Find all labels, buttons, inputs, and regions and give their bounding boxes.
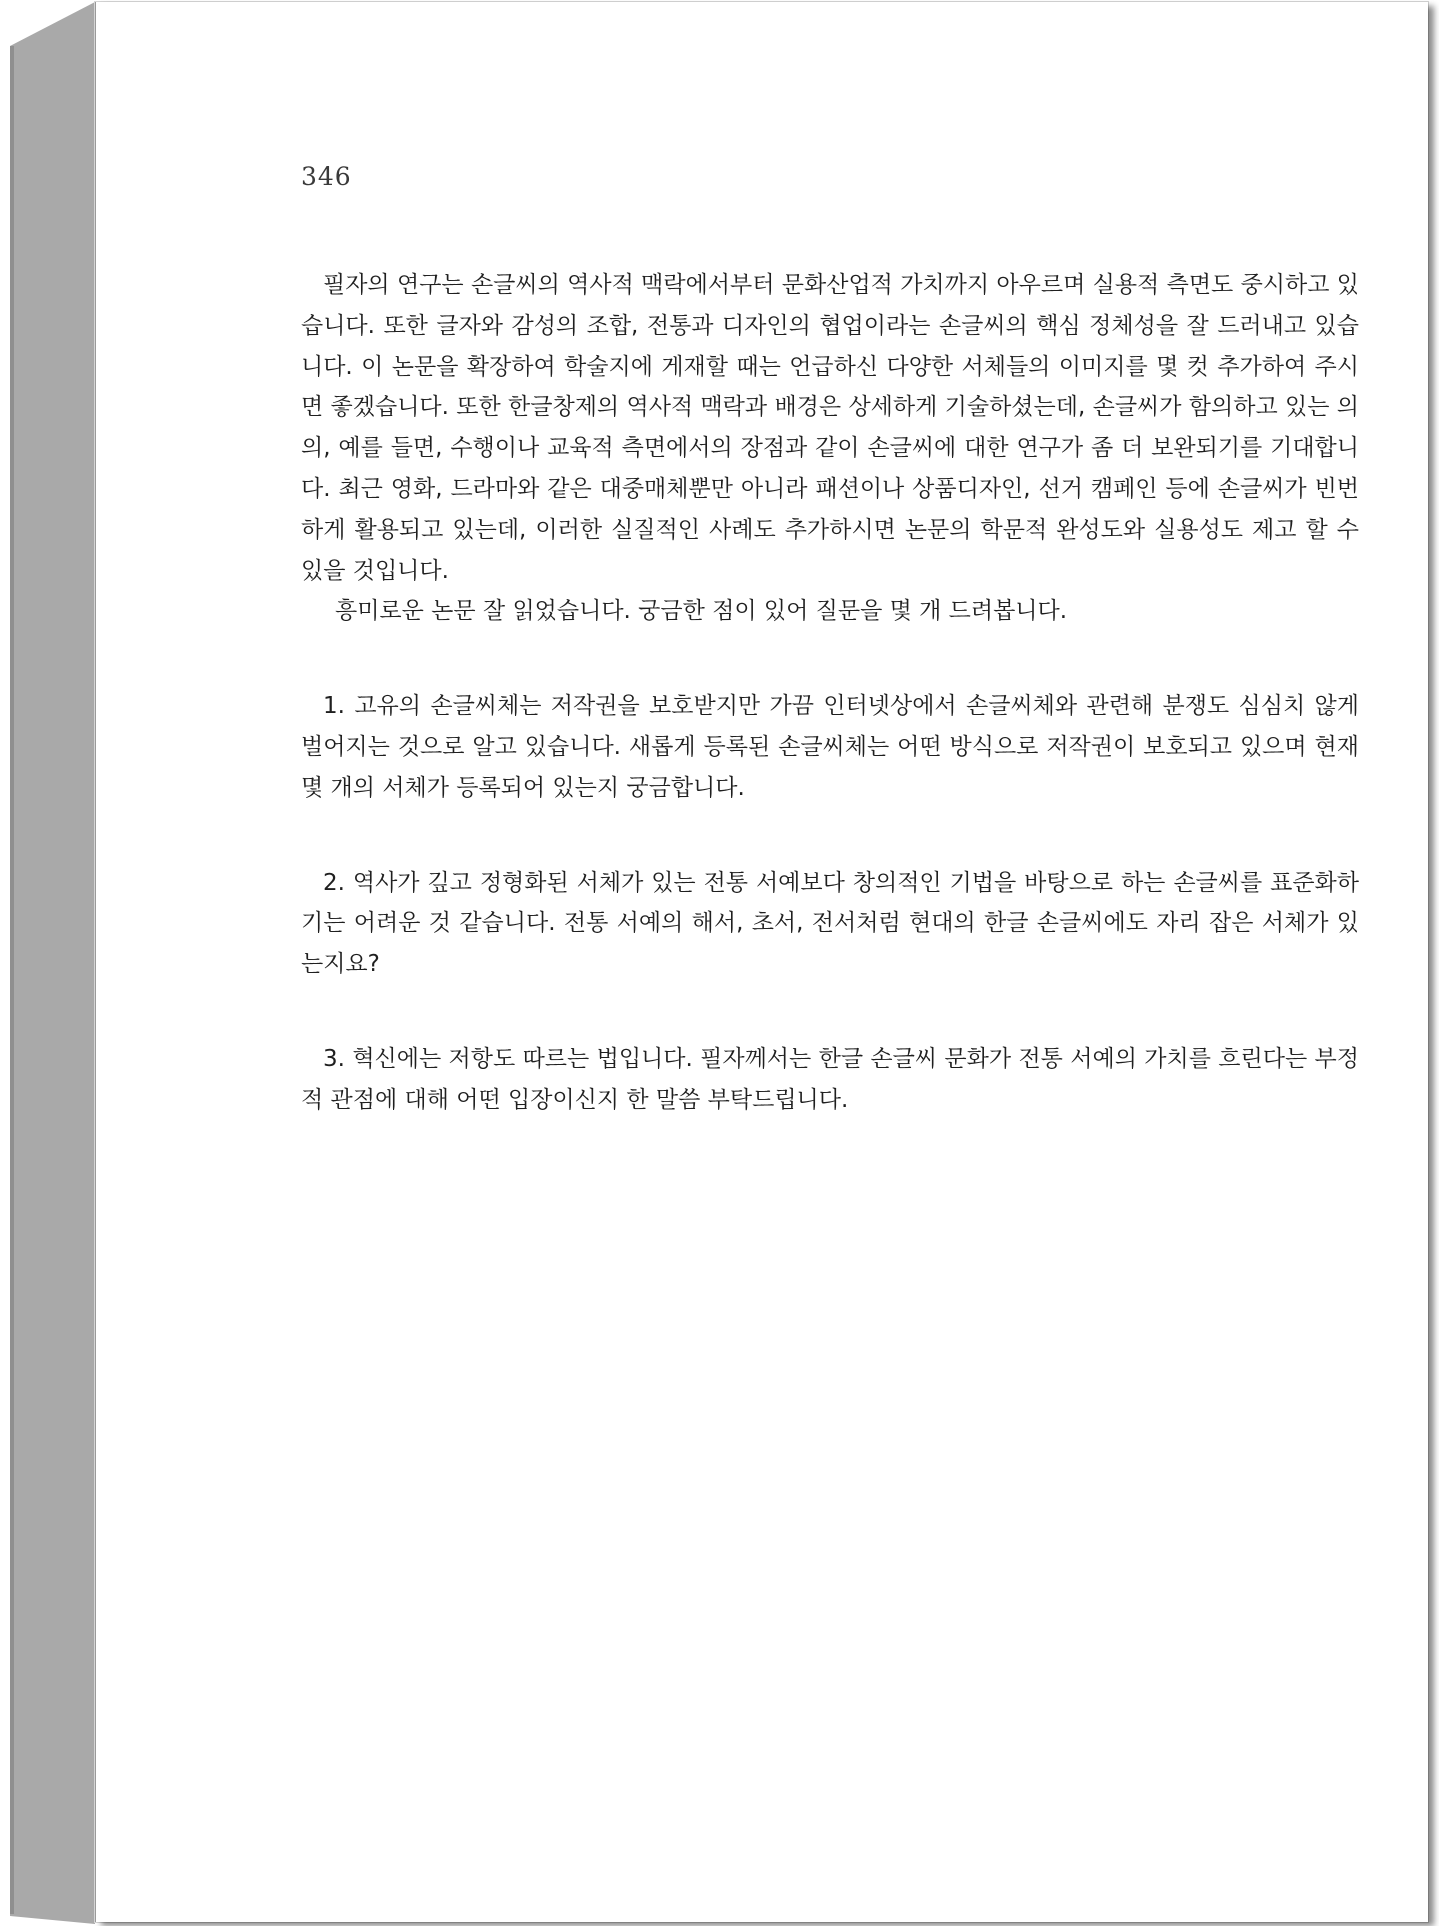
spacer: [301, 985, 1359, 1039]
question-2: 2. 역사가 깊고 정형화된 서체가 있는 전통 서예보다 창의적인 기법을 바탕으로 하는 손글씨를 표준화하기는 어려운 것 같습니다. 전통 서예의 해서, 초서, 전서처럼 현대의 한글 손글씨에도 자리 잡은 서체가 있는지요?: [301, 869, 1359, 978]
spacer: [301, 632, 1359, 686]
page-number: 346: [301, 162, 352, 191]
spacer: [301, 809, 1359, 863]
page-body: [301, 265, 1359, 1121]
paragraph-review-comments: 필자의 연구는 손글씨의 역사적 맥락에서부터 문화산업적 가치까지 아우르며 실용적 측면도 중시하고 있습니다. 또한 글자와 감성의 조합, 전통과 디자인의 협업이라는 손글씨의 핵심 정체성을 잘 드러내고 있습니다. 이 논문을 확장하여 학술지에 게재할 때는 언급하신 다양한 서체들의 이미지를 몇 컷 추가하여 주시면 좋겠습니다. 또한 한글창제의 역사적 맥락과 배경은 상세하게 기술하셨는데, 손글씨가 함의하고 있는 의의, 예를 들면, 수행이나 교육적 측면에서의 장점과 같이 손글씨에 대한 연구가 좀 더 보완되기를 기대합니다. 최근 영화, 드라마와 같은 대중매체뿐만 아니라 패션이나 상품디자인, 선거 캠페인 등에 손글씨가 빈번하게 활용되고 있는데, 이러한 실질적인 사례도 추가하시면 논문의 학문적 완성도와 실용성도 제고 할 수 있을 것입니다.: [301, 272, 1359, 584]
page: [95, 2, 1428, 1922]
question-1: 1. 고유의 손글씨체는 저작권을 보호받지만 가끔 인터넷상에서 손글씨체와 관련해 분쟁도 심심치 않게 벌어지는 것으로 알고 있습니다. 새롭게 등록된 손글씨체는 어떤 방식으로 저작권이 보호되고 있으며 현재 몇 개의 서체가 등록되어 있는지 궁금합니다.: [301, 693, 1359, 801]
paragraph-question-intro: 흥미로운 논문 잘 읽었습니다. 궁금한 점이 있어 질문을 몇 개 드려봅니다.: [335, 598, 1068, 625]
book-spine: [10, 2, 95, 1924]
book-spine-edge: [10, 46, 14, 1914]
question-3: 3. 혁신에는 저항도 따르는 법입니다. 필자께서는 한글 손글씨 문화가 전통 서예의 가치를 흐린다는 부정적 관점에 대해 어떤 입장이신지 한 말씀 부탁드립니다.: [301, 1045, 1359, 1113]
